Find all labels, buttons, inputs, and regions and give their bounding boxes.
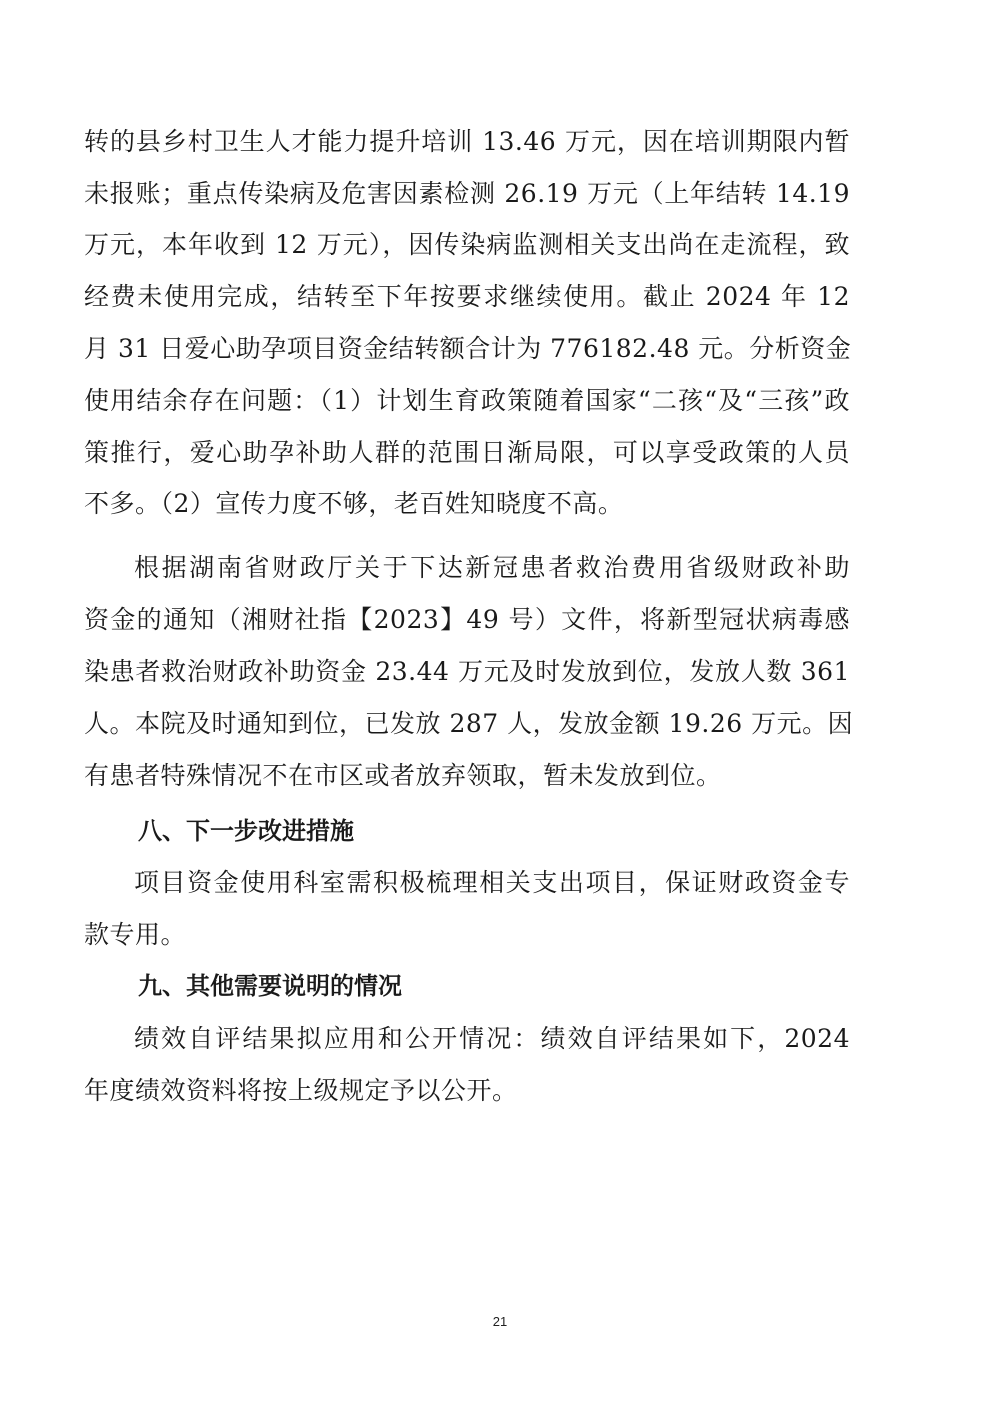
text-line: 有患者特殊情况不在市区或者放弃领取，暂未发放到位。 — [84, 761, 722, 790]
section-heading-improvement: 八、下一步改进措施 — [138, 817, 354, 845]
page-number: 21 — [492, 1314, 508, 1329]
text-line: 使用结余存在问题：（1）计划生育政策随着国家“二孩“及“三孩”政 — [84, 386, 850, 415]
text-line: 款专用。 — [84, 920, 187, 949]
section-heading-other: 九、其他需要说明的情况 — [138, 972, 402, 1000]
text-line: 月 31 日爱心助孕项目资金结转额合计为 776182.48 元。分析资金 — [84, 334, 852, 363]
text-line: 染患者救治财政补助资金 23.44 万元及时发放到位，发放人数 361 — [84, 657, 850, 686]
text-line: 未报账；重点传染病及危害因素检测 26.19 万元（上年结转 14.19 — [84, 179, 850, 208]
text-line: 年度绩效资料将按上级规定予以公开。 — [84, 1076, 518, 1105]
text-line: 人。本院及时通知到位，已发放 287 人，发放金额 19.26 万元。因 — [84, 709, 854, 738]
text-line: 不多。（2）宣传力度不够，老百姓知晓度不高。 — [84, 489, 624, 518]
text-line: 项目资金使用科室需积极梳理相关支出项目，保证财政资金专 — [134, 868, 850, 897]
text-line: 转的县乡村卫生人才能力提升培训 13.46 万元，因在培训期限内暂 — [84, 127, 850, 156]
text-line: 万元，本年收到 12 万元），因传染病监测相关支出尚在走流程，致 — [84, 230, 850, 259]
text-line: 经费未使用完成，结转至下年按要求继续使用。截止 2024 年 12 — [84, 282, 850, 311]
text-line: 策推行，爱心助孕补助人群的范围日渐局限，可以享受政策的人员 — [84, 438, 850, 467]
text-line: 资金的通知（湘财社指【2023】49 号）文件，将新型冠状病毒感 — [84, 605, 850, 634]
text-line: 绩效自评结果拟应用和公开情况：绩效自评结果如下，2024 — [134, 1024, 850, 1053]
text-line: 根据湖南省财政厅关于下达新冠患者救治费用省级财政补助 — [134, 553, 850, 582]
